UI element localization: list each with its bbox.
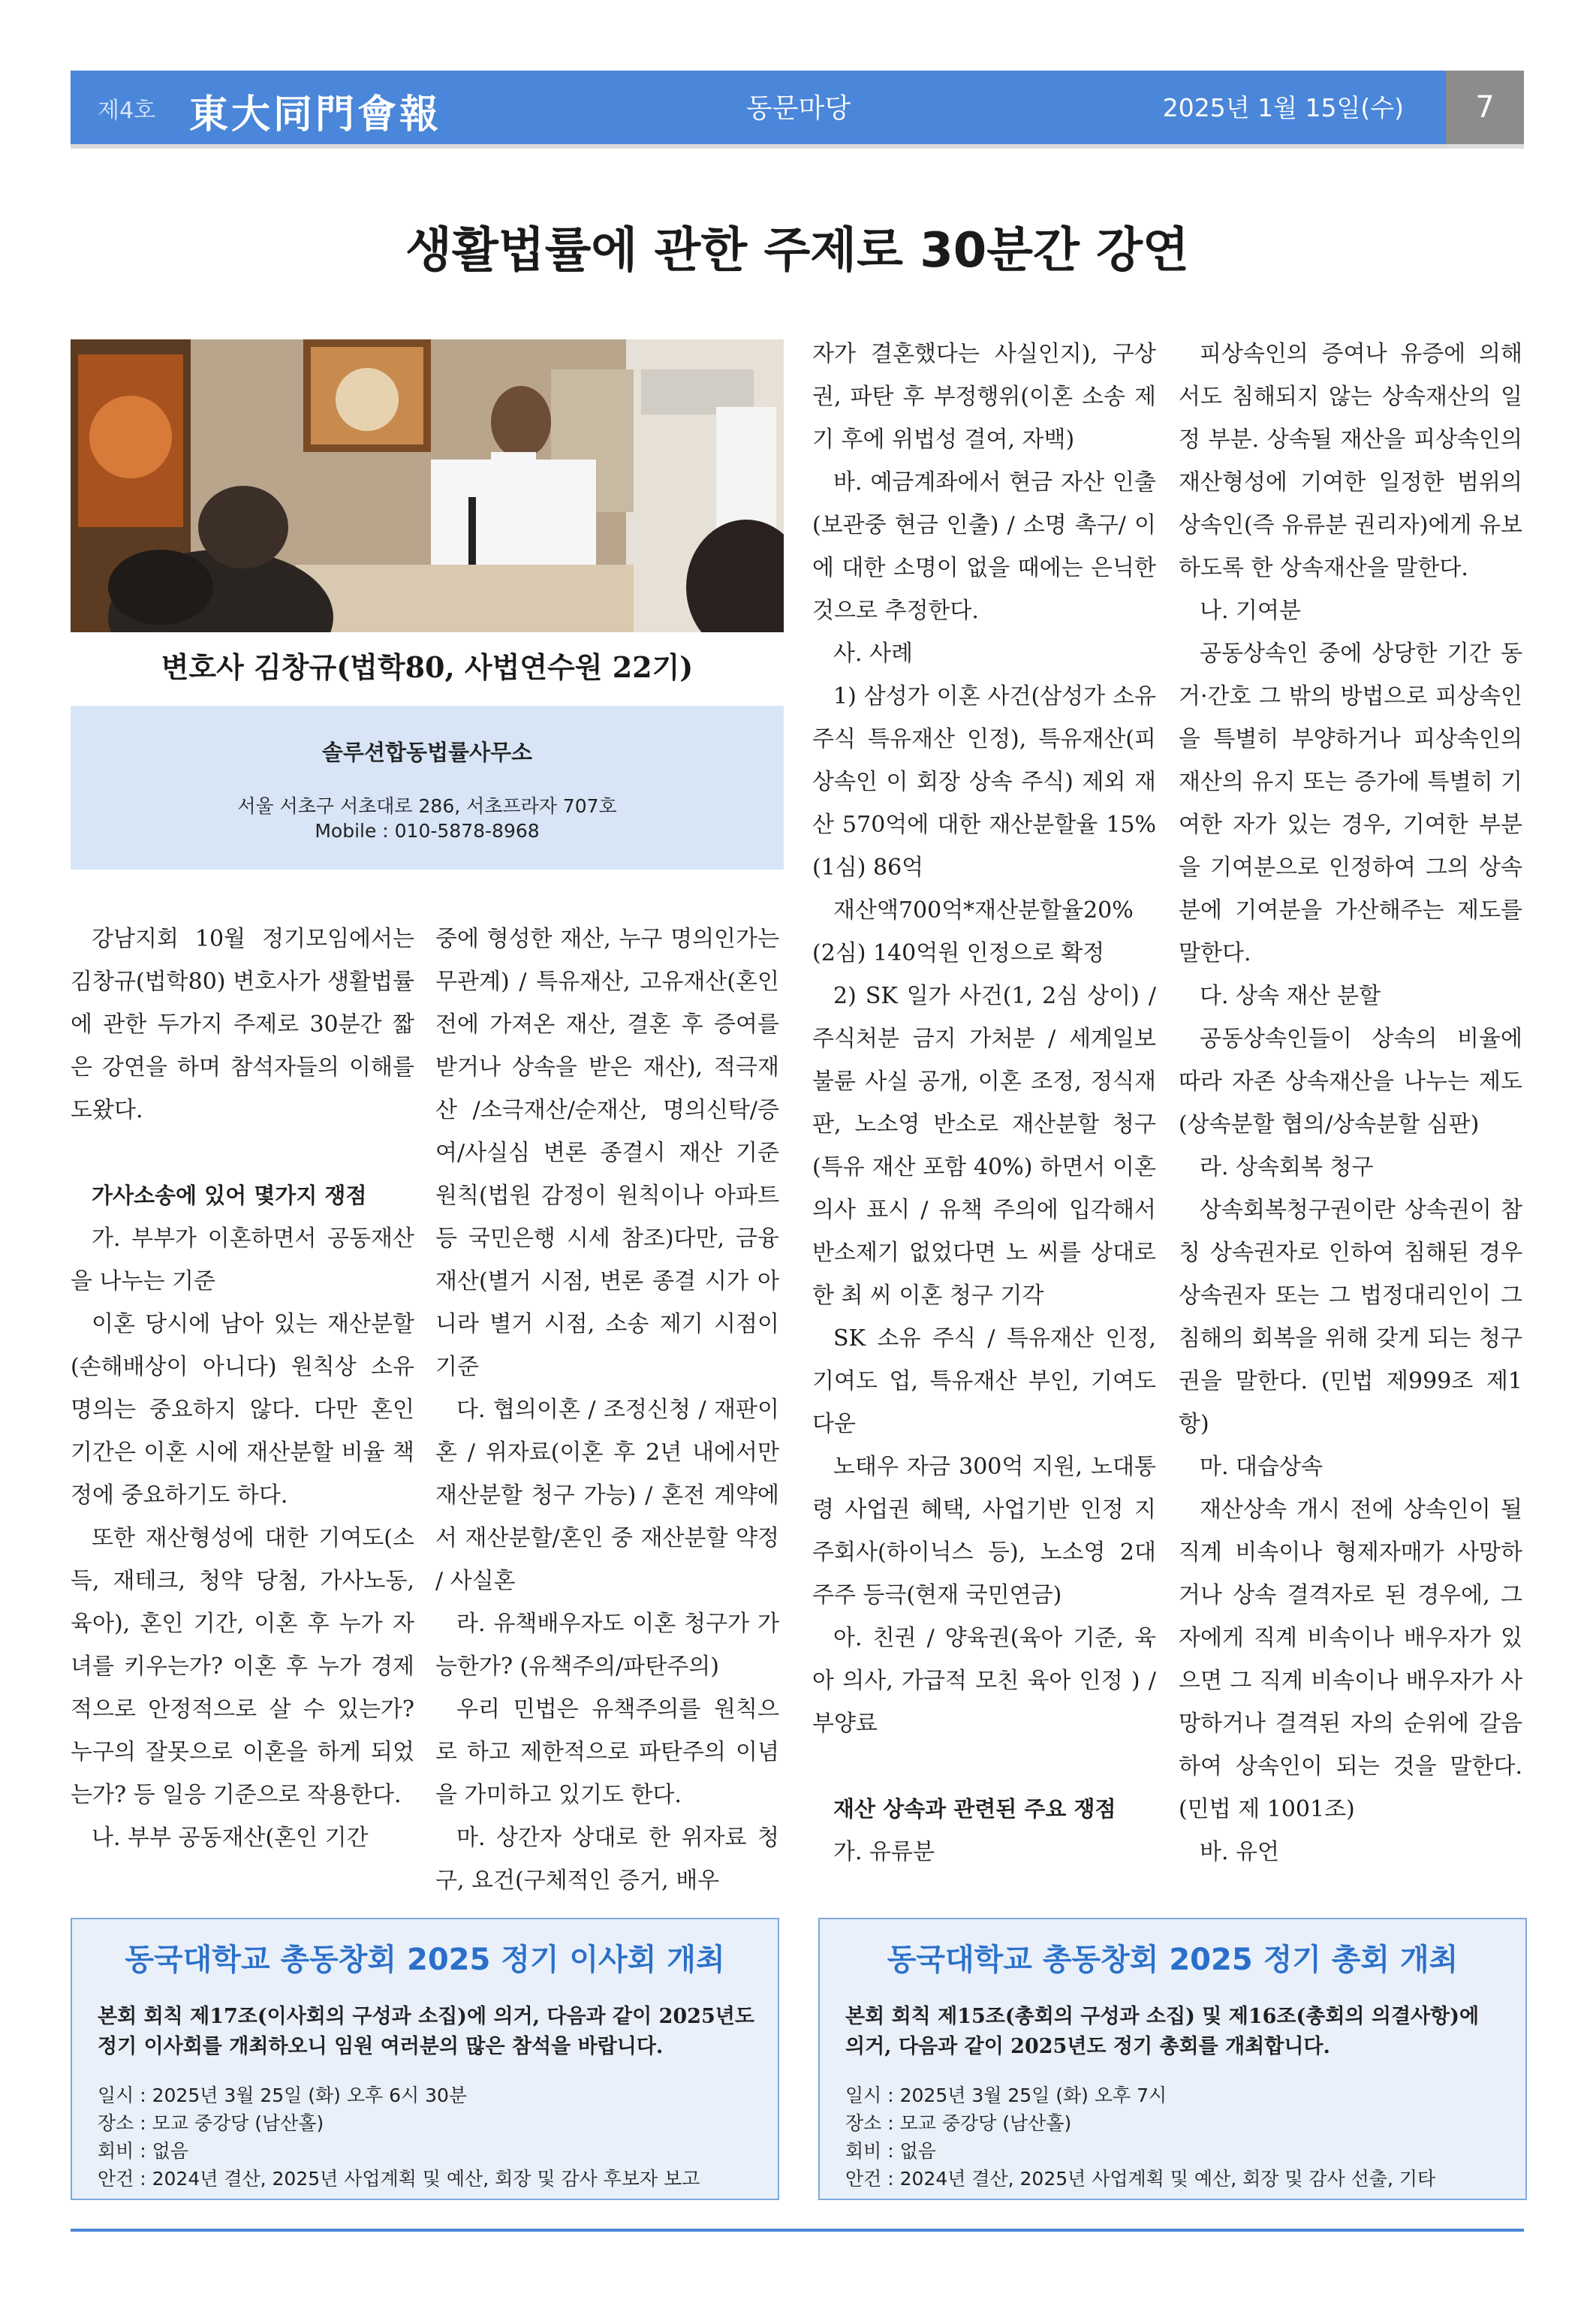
paragraph: 피상속인의 증여나 유증에 의해서도 침해되지 않는 상속재산의 일정 부분. 상속될 재산을 피상속인의 재산형성에 기여한 일정한 범위의 상속인(즉 유류분 권리자)에게 유보하도록 한 상속재산을 말한다. (1179, 341, 1522, 581)
paragraph: 가. 유류분 (833, 1839, 935, 1865)
paragraph: SK 소유 주식 / 특유재산 인정, 기여도 업, 특유재산 부인, 기여도 다운 (812, 1325, 1156, 1437)
lecture-photo-illustration (71, 339, 784, 632)
paragraph: 나. 기여분 (1200, 598, 1301, 624)
paragraph: 공동상속인들이 상속의 비율에 따라 자존 상속재산을 나누는 제도 (상속분할 협의/상속분할 심판) (1179, 1026, 1522, 1138)
paragraph: 마. 대습상속 (1200, 1454, 1323, 1480)
photo-caption: 변호사 김창규(법학80, 사법연수원 22기) (161, 650, 694, 684)
firm-address: 서울 서초구 서초대로 286, 서초프라자 707호 (237, 795, 617, 817)
paragraph: 가. 부부가 이혼하면서 공동재산을 나누는 기준 (71, 1225, 414, 1295)
paragraph: 나. 부부 공동재산(혼인 기간 (92, 1825, 369, 1851)
notice-date: 일시 : 2025년 3월 25일 (화) 오후 6시 30분 (98, 2084, 468, 2106)
paragraph: 마. 상간자 상대로 한 위자료 청구, 요건(구체적인 증거, 배우 (435, 1825, 779, 1894)
notice-agenda: 안건 : 2024년 결산, 2025년 사업계획 및 예산, 회장 및 감사 선출, 기타 (845, 2168, 1436, 2190)
paragraph: 또한 재산형성에 대한 기여도(소득, 재테크, 청약 당첨, 가사노동, 육아), 혼인 기간, 이혼 후 누가 자녀를 키우는가? 이혼 후 누가 경제적으로 안정적으로 살 수 있는가? 누구의 잘못으로 이혼을 하게 되었는가? 등 일응 기준으로 작용한다. (71, 1525, 414, 1808)
notice-place: 장소 : 모교 중강당 (남산홀) (98, 2112, 324, 2134)
section-name: 동문마당 (746, 93, 851, 124)
issue-number: 제4호 (98, 98, 156, 124)
newspaper-masthead-logo: 東大同門會報 (189, 92, 442, 137)
paragraph: 라. 유책배우자도 이혼 청구가 가능한가? (유책주의/파탄주의) (435, 1611, 779, 1680)
notice-fee: 회비 : 없음 (98, 2140, 188, 2162)
notice-title: 동국대학교 총동창회 2025 정기 총회 개최 (887, 1943, 1459, 1977)
paragraph: 노태우 자금 300억 지원, 노대통령 사업권 혜택, 사업기반 인정 지주회사(하이닉스 등), 노소영 2대 주주 등극(현재 국민연금) (812, 1454, 1156, 1608)
paragraph: 상속회복청구권이란 상속권이 참칭 상속권자로 인하여 침해된 경우 상속권자 또는 그 법정대리인이 그 침해의 회복을 위해 갖게 되는 청구권을 말한다. (민법 제999조 제1항) (1179, 1197, 1522, 1437)
subheading: 가사소송에 있어 몇가지 쟁점 (92, 1183, 367, 1208)
paragraph: 라. 상속회복 청구 (1200, 1154, 1374, 1180)
paragraph: 바. 예금계좌에서 현금 자산 인출(보관중 현금 인출) / 소명 촉구/ 이에 대한 소명이 없을 때에는 은닉한 것으로 추정한다. (812, 469, 1156, 624)
article-photo (71, 339, 784, 632)
paragraph: 강남지회 10월 정기모임에서는 김창규(법학80) 변호사가 생활법률에 관한 두가지 주제로 30분간 짧은 강연을 하며 참석자들의 이해를 도왔다. (71, 926, 414, 1123)
notice-intro: 본회 회칙 제17조(이사회의 구성과 소집)에 의거, 다음과 같이 2025년도 정기 이사회를 개최하오니 임원 여러분의 많은 참석을 바랍니다. (98, 2005, 754, 2058)
notice-fee: 회비 : 없음 (845, 2140, 936, 2162)
paragraph: 우리 민법은 유책주의를 원칙으로 하고 제한적으로 파탄주의 이념을 가미하고 있기도 한다. (435, 1696, 779, 1808)
firm-name: 솔루션합동법률사무소 (321, 740, 533, 765)
paragraph: 사. 사례 (833, 641, 914, 667)
notice-agenda: 안건 : 2024년 결산, 2025년 사업계획 및 예산, 회장 및 감사 후보자 보고 (98, 2168, 700, 2190)
general-meeting-notice (818, 1918, 1527, 2200)
notice-intro: 본회 회칙 제15조(총회의 구성과 소집) 및 제16조(총회의 의결사항)에 의거, 다음과 같이 2025년도 정기 총회를 개최합니다. (845, 2005, 1480, 2058)
notice-details (98, 2081, 763, 2193)
paragraph: 재산상속 개시 전에 상속인이 될 직계 비속이나 형제자매가 사망하거나 상속 결격자로 된 경우에, 그 자에게 직계 비속이나 배우자가 있으면 그 직계 비속이나 배우자가 사망하거나 결격된 자의 순위에 갈음하여 상속인이 되는 것을 말한다. (민법 제 1001조) (1179, 1497, 1522, 1822)
paragraph: 2) SK 일가 사건(1, 2심 상이) / 주식처분 금지 가처분 / 세계일보 불륜 사실 공개, 이혼 조정, 정식재판, 노소영 반소로 재산분할 청구(특유 재산 포함 40%) 하면서 이혼 의사 표시 / 유책 주의에 입각해서 반소제기 없었다면 노 씨를 상대로 한 최 씨 이혼 청구 기각 (812, 983, 1156, 1309)
article-column-2 (435, 918, 779, 1894)
notice-date: 일시 : 2025년 3월 25일 (화) 오후 7시 (845, 2084, 1167, 2106)
paragraph: 바. 유언 (1200, 1839, 1280, 1865)
article-column-1 (71, 918, 414, 1894)
paragraph: 자가 결혼했다는 사실인지), 구상권, 파탄 후 부정행위(이혼 소송 제기 후에 위법성 결여, 자백) (812, 341, 1156, 453)
notice-title: 동국대학교 총동창회 2025 정기 이사회 개최 (125, 1943, 725, 1977)
page-header (71, 71, 1524, 149)
firm-mobile: Mobile : 010-5878-8968 (315, 820, 540, 842)
article-column-4 (1179, 333, 1522, 1895)
paragraph: 공동상속인 중에 상당한 기간 동거·간호 그 밖의 방법으로 피상속인을 특별히 부양하거나 피상속인의 재산의 유지 또는 증가에 특별히 기여한 자가 있는 경우, 기여한 부분을 기여분으로 인정하여 그의 상속분에 기여분을 가산해주는 제도를 말한다. (1179, 641, 1522, 966)
paragraph: 중에 형성한 재산, 누구 명의인가는 무관계) / 특유재산, 고유재산(혼인 전에 가져온 재산, 결혼 후 증여를 받거나 상속을 받은 재산), 적극재산 /소극재산/순재산, 명의신탁/증여/사실심 변론 종결시 재산 기준 원칙(법원 감정이 원칙이나 아파트 등 국민은행 시세 참조)다만, 금융재산(별거 시점, 변론 종결 시가 아니라 별거 시점, 소송 제기 시점이 기준 (435, 926, 779, 1380)
notice-place: 장소 : 모교 중강당 (남산홀) (845, 2112, 1072, 2134)
paragraph: 1) 삼성가 이혼 사건(삼성가 소유 주식 특유재산 인정), 특유재산(피상속인 이 회장 상속 주식) 제외 재산 570억에 대한 재산분할율 15%(1심) 86억 (812, 683, 1156, 881)
paragraph: 이혼 당시에 남아 있는 재산분할(손해배상이 아니다) 원칙상 소유 명의는 중요하지 않다. 다만 혼인 기간은 이혼 시에 재산분할 비율 책정에 중요하기도 하다. (71, 1311, 414, 1509)
article-title: 생활법률에 관한 주제로 30분간 강연 (405, 223, 1189, 279)
paragraph: 다. 협의이혼 / 조정신청 / 재판이혼 / 위자료(이혼 후 2년 내에서만 재산분할 청구 가능) / 혼전 계약에서 재산분할/혼인 중 재산분할 약정 / 사실혼 (435, 1397, 779, 1594)
paragraph: 다. 상속 재산 분할 (1200, 983, 1381, 1009)
bottom-divider (71, 2229, 1524, 2232)
board-meeting-notice (71, 1918, 779, 2200)
notice-details (845, 2081, 1510, 2193)
subheading: 재산 상속과 관련된 주요 쟁점 (833, 1796, 1116, 1822)
article-column-3 (812, 333, 1156, 1895)
issue-date: 2025년 1월 15일(수) (1162, 93, 1404, 122)
law-firm-info-box (71, 706, 784, 870)
paragraph: 재산액700억*재산분할율20%(2심) 140억원 인정으로 확정 (812, 897, 1134, 966)
page-number: 7 (1446, 71, 1524, 144)
paragraph: 아. 친권 / 양육권(육아 기준, 육아 의사, 가급적 모친 육아 인정 ) / 부양료 (812, 1625, 1156, 1737)
